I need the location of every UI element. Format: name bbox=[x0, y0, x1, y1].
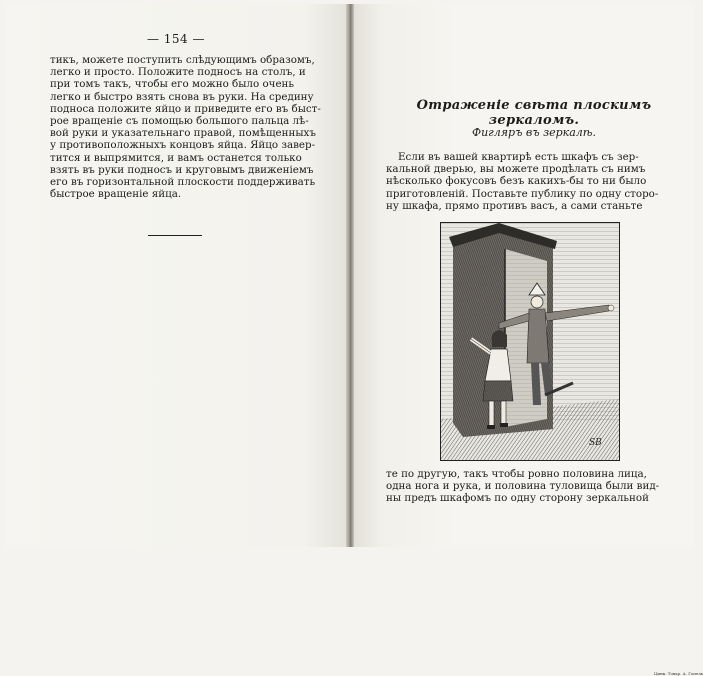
text-line: нѣсколько фокусовъ безъ какихъ-бы то ни было bbox=[386, 175, 647, 188]
text-line: быстрое вращеніе яйца. bbox=[50, 188, 182, 201]
left-body-text bbox=[50, 54, 321, 201]
text-line: кальной дверью, вы можете продѣлать съ нимъ bbox=[386, 163, 646, 176]
right-page bbox=[354, 4, 703, 676]
text-line: те по другую, такъ чтобы ровно половина лица, bbox=[386, 468, 647, 480]
page-number: — 154 — bbox=[146, 32, 206, 46]
text-line: вой руки и указательнаго правой, помѣщенныхъ bbox=[50, 127, 316, 140]
mirror-wardrobe-engraving bbox=[441, 223, 619, 460]
text-line: у противоположныхъ концовъ яйца. Яйцо завер- bbox=[50, 139, 316, 152]
book-spread bbox=[6, 4, 703, 676]
article-subtitle: Фигляръ въ зеркалѣ. bbox=[471, 126, 597, 139]
text-line: ны предъ шкафомъ по одну сторону зеркальной bbox=[386, 492, 649, 505]
text-line: ну шкафа, прямо противъ васъ, а сами станьте bbox=[386, 199, 643, 212]
text-line: одна нога и рука, и половина туловища были вид- bbox=[386, 480, 660, 493]
right-body-text-bottom bbox=[386, 468, 660, 505]
text-line: легко и просто. Положите подносъ на столъ, и bbox=[50, 66, 306, 79]
section-end-rule bbox=[148, 235, 202, 236]
text-line: его въ горизонтальной плоскости поддерживать bbox=[50, 176, 316, 189]
text-line: взять въ руки подносъ и круговымъ движеніемъ bbox=[50, 163, 314, 176]
right-body-text-top bbox=[386, 151, 659, 212]
svg-text:SB: SB bbox=[589, 438, 602, 448]
text-line: приготовленій. Поставьте публику по одну сторо- bbox=[386, 187, 659, 200]
text-line: тится и выпрямится, и вамъ останется только bbox=[50, 151, 302, 164]
engraving-credit: Цинк. Товар. А. Гопель bbox=[653, 671, 703, 676]
left-page bbox=[6, 4, 346, 547]
text-line: легко и быстро взять снова въ руки. На средину bbox=[50, 90, 314, 103]
text-line: при томъ такъ, чтобы его можно было очень bbox=[50, 78, 295, 91]
text-line: Если въ вашей квартирѣ есть шкафъ съ зер- bbox=[398, 151, 639, 163]
book-gutter bbox=[346, 4, 354, 547]
text-line: подноса положите яйцо и приведите его въ быст- bbox=[50, 102, 321, 115]
article-title: Отраженіе свѣта плоскимъ зеркаломъ. bbox=[416, 98, 652, 128]
text-line: рое вращеніе съ помощью большого пальца лѣ- bbox=[50, 115, 309, 128]
text-line: тикъ, можете поступить слѣдующимъ образомъ, bbox=[50, 54, 315, 66]
